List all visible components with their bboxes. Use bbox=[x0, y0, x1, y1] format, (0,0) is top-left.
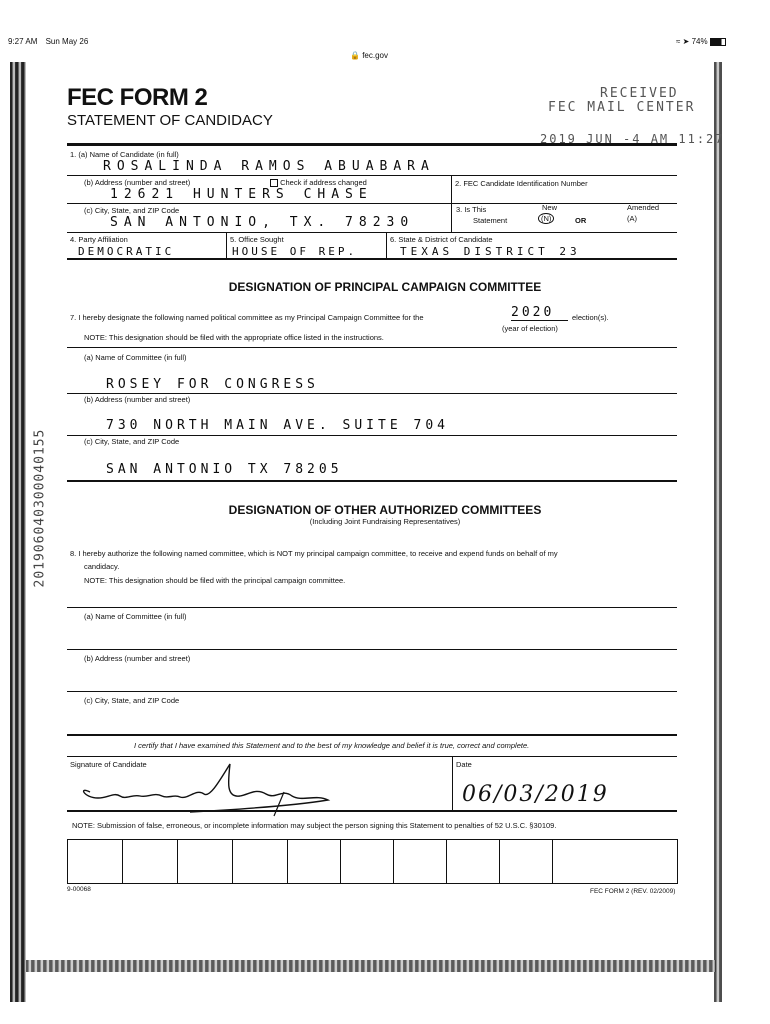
principal-heading: DESIGNATION OF PRINCIPAL CAMPAIGN COMMITTEE bbox=[228, 280, 542, 294]
state-district: TEXAS DISTRICT 23 bbox=[400, 245, 581, 258]
form-revision: FEC FORM 2 (REV. 02/2009) bbox=[590, 888, 676, 895]
lock-icon: 🔒 bbox=[350, 51, 360, 60]
office-use-boxes bbox=[67, 839, 678, 884]
office-use-box bbox=[499, 839, 500, 883]
field8-text2: candidacy. bbox=[84, 562, 120, 571]
status-time bbox=[8, 37, 88, 46]
year-of-election: (year of election) bbox=[502, 324, 558, 333]
field2-label: 2. FEC Candidate Identification Number bbox=[455, 179, 588, 188]
date-label: Date bbox=[456, 760, 472, 769]
rule-10 bbox=[67, 649, 677, 650]
other-name-label: (a) Name of Committee (in full) bbox=[84, 612, 187, 621]
status-date-text: Sun May 26 bbox=[45, 37, 89, 46]
field3-label: 3. Is This bbox=[456, 205, 487, 214]
office-use-box bbox=[232, 839, 233, 883]
mail-center-stamp: FEC MAIL CENTER bbox=[548, 100, 696, 115]
office-use-box bbox=[122, 839, 123, 883]
penalty-note: NOTE: Submission of false, erroneous, or incomplete information may subject the person signing this Statement to penalties of 52 U.S.C. §30109. bbox=[72, 821, 557, 830]
scan-bottom-edge bbox=[26, 960, 716, 972]
signal-icon: ➤ bbox=[682, 37, 690, 46]
rule-6 bbox=[67, 393, 677, 394]
other-subheading: (Including Joint Fundraising Representatives) bbox=[309, 517, 461, 526]
top-rule bbox=[67, 143, 677, 146]
other-address-label: (b) Address (number and street) bbox=[84, 654, 191, 663]
status-time-text: 9:27 AM bbox=[8, 37, 38, 46]
rule-1 bbox=[67, 175, 677, 176]
rule-4 bbox=[67, 258, 677, 260]
rule-13 bbox=[67, 756, 677, 757]
url-bar[interactable] bbox=[350, 51, 388, 60]
committee-city-label: (c) City, State, and ZIP Code bbox=[84, 437, 180, 446]
amended-option[interactable]: (A) bbox=[627, 214, 637, 223]
office-use-box bbox=[340, 839, 341, 883]
field5-label: 5. Office Sought bbox=[230, 235, 284, 244]
rule-5 bbox=[67, 347, 677, 348]
amended-label: Amended bbox=[627, 203, 660, 212]
party-affiliation: DEMOCRATIC bbox=[78, 245, 175, 258]
field1-label: 1. (a) Name of Candidate (in full) bbox=[70, 150, 179, 159]
new-option[interactable]: (N) bbox=[538, 213, 554, 224]
scan-right-edge bbox=[714, 62, 722, 1002]
signature-label: Signature of Candidate bbox=[70, 760, 147, 769]
rule-2 bbox=[67, 203, 677, 204]
address-changed-label: Check if address changed bbox=[280, 178, 367, 187]
office-use-box bbox=[177, 839, 178, 883]
rule-11 bbox=[67, 691, 677, 692]
office-sought: HOUSE OF REP. bbox=[232, 245, 358, 258]
stamp-date: 2019 JUN -4 AM 11:27 bbox=[540, 132, 725, 146]
note7: NOTE: This designation should be filed with the appropriate office listed in the instructions. bbox=[84, 333, 384, 342]
office-use-box bbox=[446, 839, 447, 883]
form-title: FEC FORM 2 bbox=[67, 84, 208, 111]
field1c-label: (c) City, State, and ZIP Code bbox=[84, 206, 180, 215]
certify-text: I certify that I have examined this Statement and to the best of my knowledge and belief it is true, correct and complete. bbox=[134, 741, 530, 750]
url-text: fec.gov bbox=[362, 51, 388, 60]
other-heading: DESIGNATION OF OTHER AUTHORIZED COMMITTEES bbox=[228, 503, 542, 517]
office-use-box bbox=[287, 839, 288, 883]
status-icons bbox=[676, 37, 726, 46]
field6-label: 6. State & District of Candidate bbox=[390, 235, 493, 244]
field4-label: 4. Party Affiliation bbox=[70, 235, 128, 244]
other-city-label: (c) City, State, and ZIP Code bbox=[84, 696, 180, 705]
field7-text: 7. I hereby designate the following named political committee as my Principal Campaign Committee for the bbox=[70, 313, 424, 322]
col-divider-date bbox=[452, 756, 453, 810]
rule-12 bbox=[67, 734, 677, 736]
or-label: OR bbox=[575, 216, 587, 225]
margin-document-id: 201906040300040155 bbox=[32, 428, 48, 588]
election-year: 2020 bbox=[511, 305, 568, 321]
form-subtitle: STATEMENT OF CANDIDACY bbox=[67, 112, 273, 129]
checkbox-icon[interactable] bbox=[270, 179, 278, 187]
rule-7 bbox=[67, 435, 677, 436]
col-divider-5 bbox=[226, 232, 227, 258]
scan-left-edge bbox=[10, 62, 26, 1002]
field3-statement: Statement bbox=[473, 216, 508, 225]
address-changed-check[interactable] bbox=[270, 178, 367, 187]
battery-icon bbox=[710, 38, 726, 46]
field1b-label: (b) Address (number and street) bbox=[84, 178, 191, 187]
form-code: 9-00068 bbox=[67, 886, 91, 893]
election-suffix: election(s). bbox=[572, 313, 609, 322]
rule-14 bbox=[67, 810, 677, 812]
committee-address: 730 NORTH MAIN AVE. SUITE 704 bbox=[106, 418, 449, 433]
office-use-box bbox=[552, 839, 553, 883]
committee-name: ROSEY FOR CONGRESS bbox=[106, 377, 319, 392]
date-value: 06/03/2019 bbox=[462, 782, 609, 807]
note8: NOTE: This designation should be filed with the principal campaign committee. bbox=[84, 576, 346, 585]
committee-city: SAN ANTONIO TX 78205 bbox=[106, 462, 343, 477]
office-use-box bbox=[393, 839, 394, 883]
city-state-zip: SAN ANTONIO, TX. 78230 bbox=[110, 215, 415, 230]
office-use-box bbox=[67, 839, 68, 883]
candidate-name: ROSALINDA RAMOS ABUABARA bbox=[103, 159, 435, 174]
wifi-icon: ≈ bbox=[676, 37, 681, 46]
col-divider-6 bbox=[386, 232, 387, 258]
committee-name-label: (a) Name of Committee (in full) bbox=[84, 353, 187, 362]
committee-address-label: (b) Address (number and street) bbox=[84, 395, 191, 404]
rule-3 bbox=[67, 232, 677, 233]
new-label: New bbox=[542, 203, 558, 212]
received-stamp: RECEIVED bbox=[600, 86, 679, 101]
battery-percent: 74% bbox=[691, 37, 708, 46]
rule-8 bbox=[67, 480, 677, 482]
address-street: 12621 HUNTERS CHASE bbox=[110, 187, 373, 202]
rule-9 bbox=[67, 607, 677, 608]
field8-text: 8. I hereby authorize the following named committee, which is NOT my principal campaign committee, to receive and expend funds on behalf of my bbox=[70, 549, 558, 558]
